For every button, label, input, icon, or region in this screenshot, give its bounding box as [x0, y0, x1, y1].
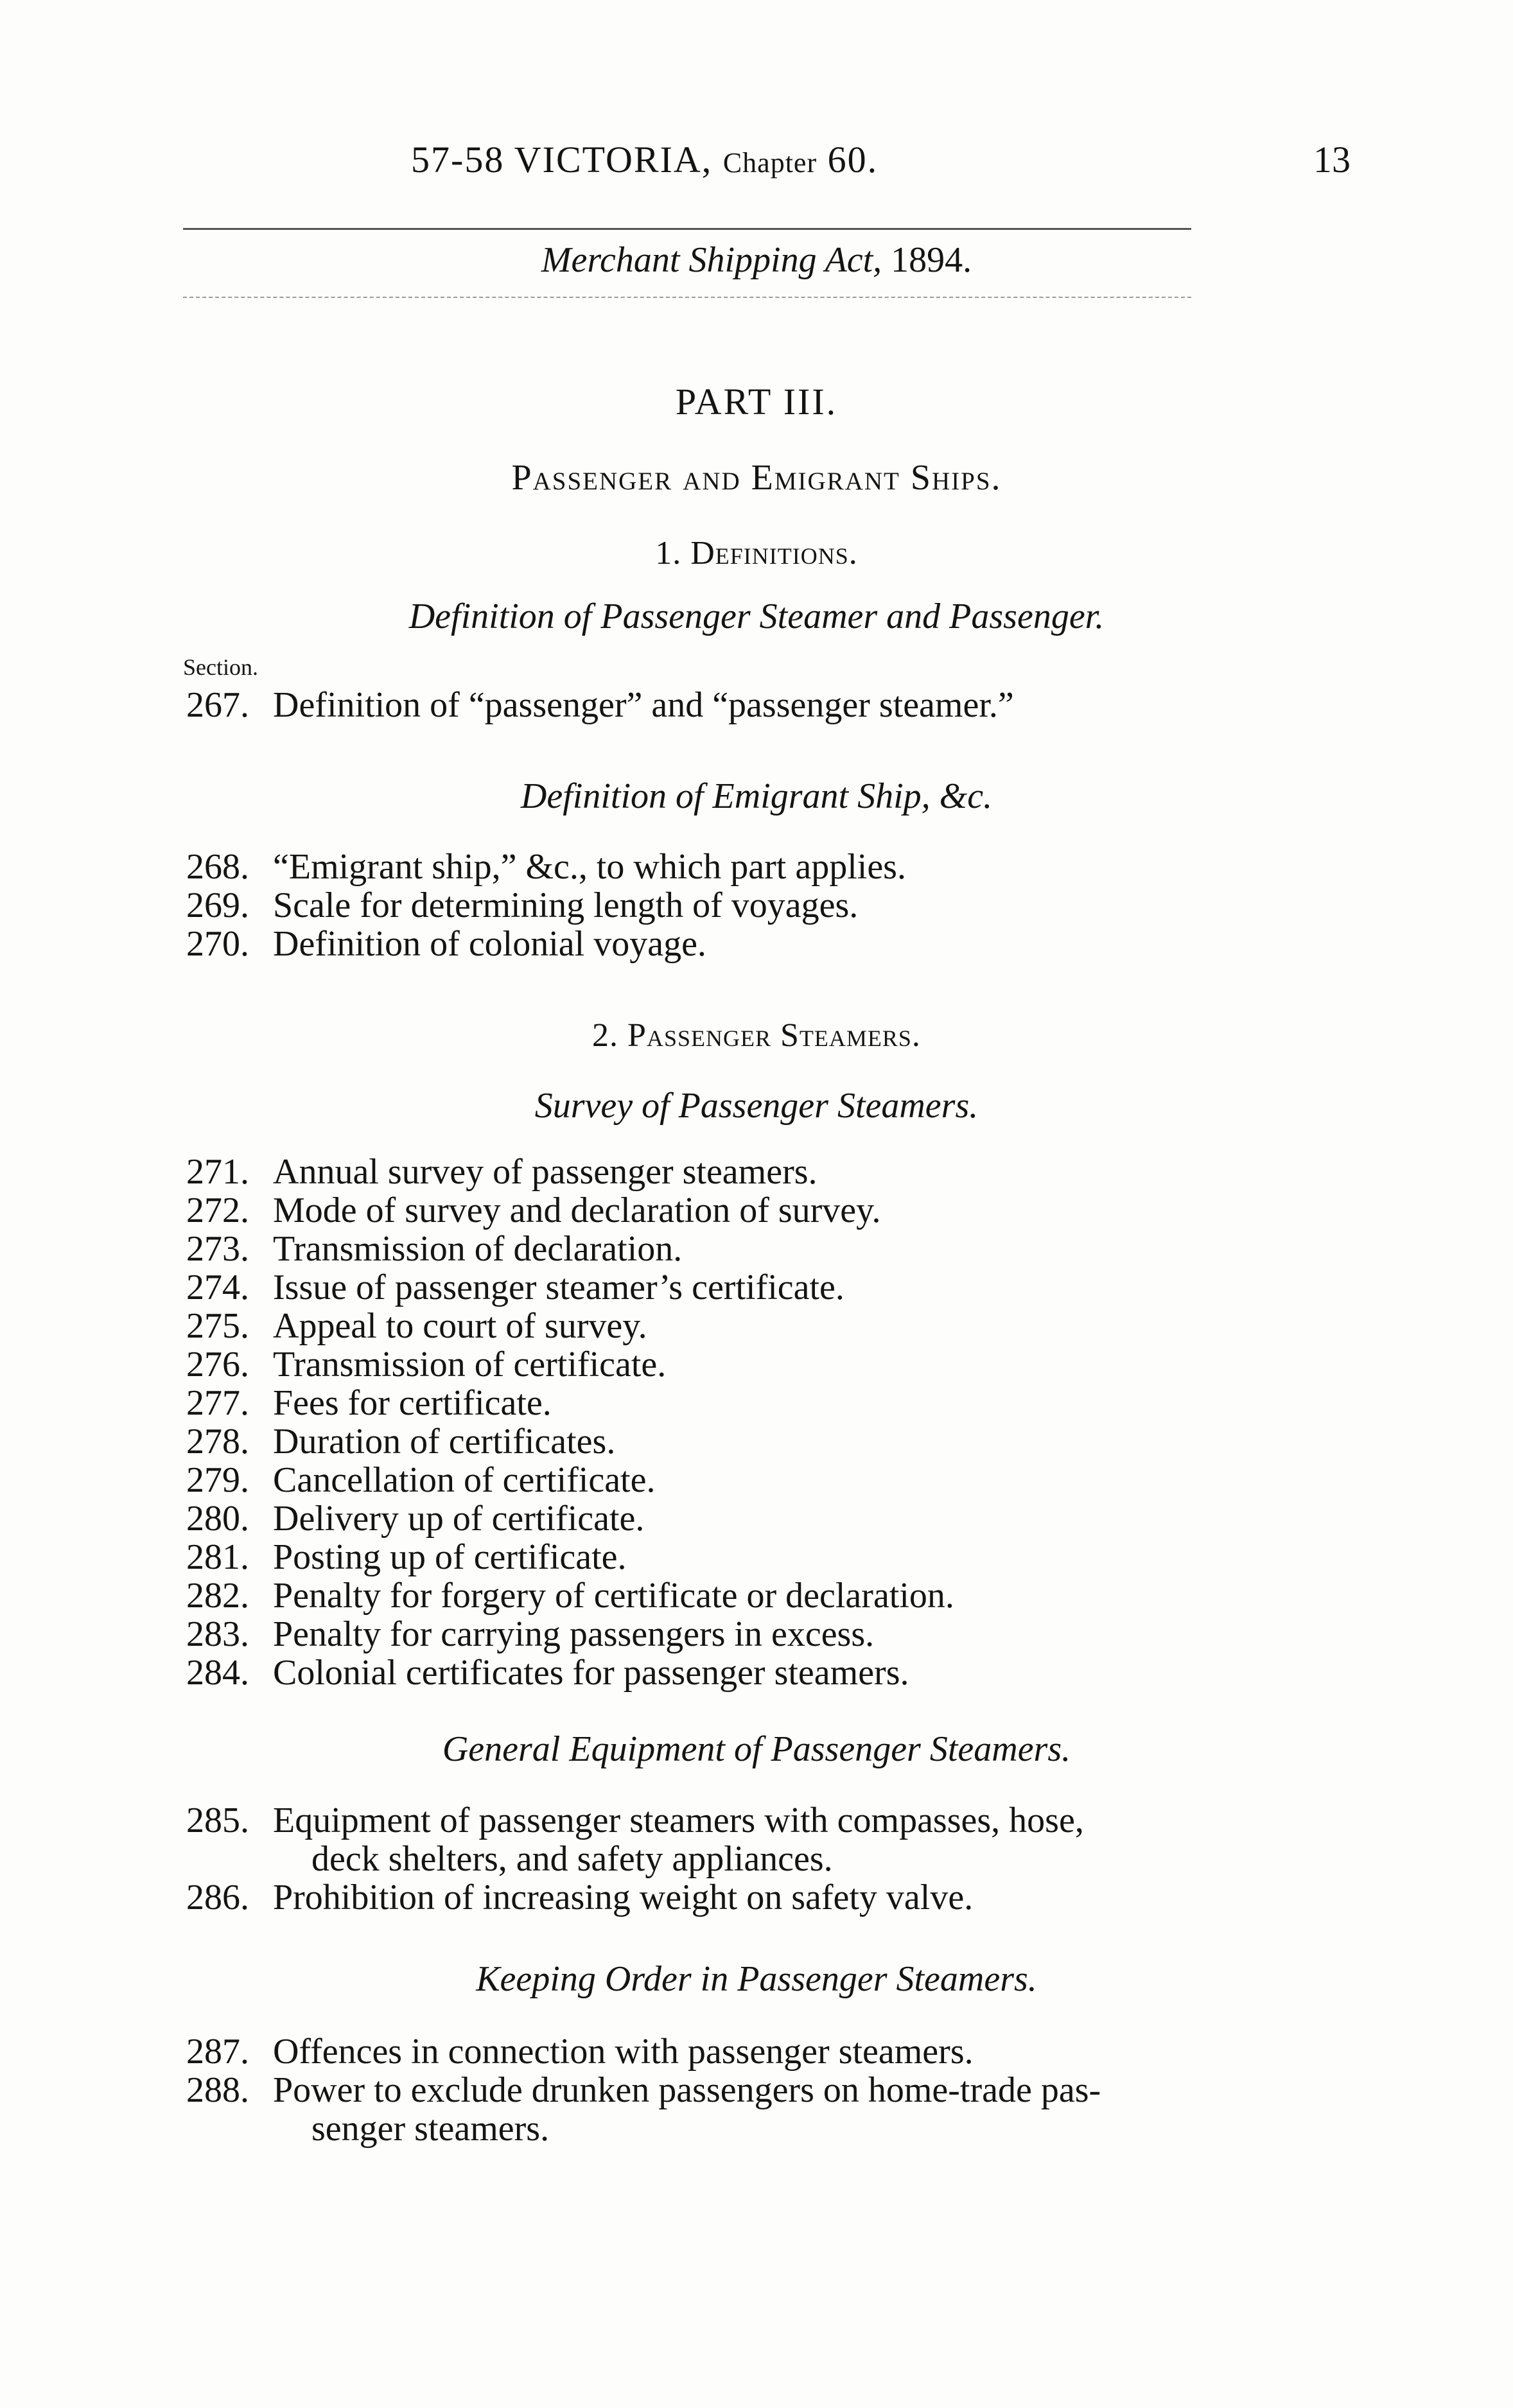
- entry-number: 277.: [186, 1383, 249, 1423]
- toc-entry-270[interactable]: [186, 925, 1291, 963]
- toc-entry-284[interactable]: [186, 1653, 1291, 1692]
- toc-entry-287[interactable]: [186, 2032, 1291, 2071]
- entry-text: Definition of colonial voyage.: [273, 924, 706, 964]
- running-title-chapter: Chapter: [722, 147, 818, 179]
- entry-text: Power to exclude drunken passengers on home-trade pas-: [273, 2070, 1101, 2110]
- entry-number: 283.: [186, 1614, 249, 1654]
- toc-entry-283[interactable]: [186, 1615, 1291, 1653]
- entry-number: 276.: [186, 1345, 249, 1384]
- section-label: Section.: [183, 654, 258, 680]
- act-title-text: Merchant Shipping Act,: [541, 240, 882, 280]
- heading-definition-passenger-steamer: Definition of Passenger Steamer and Passenger.: [408, 597, 1105, 636]
- entry-number: 267.: [186, 685, 249, 725]
- entry-number: 288.: [186, 2070, 249, 2110]
- entry-text: Cancellation of certificate.: [273, 1460, 656, 1500]
- entry-text: Mode of survey and declaration of survey.: [273, 1191, 881, 1230]
- running-head: [0, 138, 1513, 183]
- act-title: [0, 240, 1513, 281]
- toc-entry-272[interactable]: [186, 1191, 1291, 1230]
- entry-text: Appeal to court of survey.: [273, 1306, 647, 1346]
- toc-entry-273[interactable]: [186, 1230, 1291, 1268]
- entry-number: 284.: [186, 1653, 249, 1693]
- entry-number: 269.: [186, 886, 249, 925]
- heading-survey-passenger-steamers: Survey of Passenger Steamers.: [534, 1086, 979, 1126]
- running-title: [411, 138, 878, 181]
- entry-number: 285.: [186, 1801, 249, 1840]
- entry-text: Duration of certificates.: [273, 1422, 616, 1461]
- entry-text: Penalty for carrying passengers in excess.: [273, 1614, 875, 1654]
- running-title-number: 60.: [827, 139, 879, 180]
- entry-number: 287.: [186, 2032, 249, 2072]
- heading-definition-emigrant-ship: Definition of Emigrant Ship, &c.: [520, 776, 993, 816]
- entry-text: Transmission of certificate.: [273, 1345, 667, 1384]
- entry-text: Delivery up of certificate.: [273, 1499, 645, 1539]
- toc-entry-278[interactable]: [186, 1422, 1291, 1461]
- entry-text-block: [273, 2071, 1288, 2148]
- entry-text: Transmission of declaration.: [273, 1229, 683, 1269]
- entry-text: Definition of “passenger” and “passenger steamer.”: [273, 685, 1014, 725]
- entry-text: Fees for certificate.: [273, 1383, 552, 1423]
- toc-entry-267[interactable]: [186, 686, 1291, 724]
- entry-number: 275.: [186, 1306, 249, 1346]
- toc-entry-275[interactable]: [186, 1307, 1291, 1345]
- entry-text: Prohibition of increasing weight on safety valve.: [273, 1878, 974, 1917]
- act-year: 1894.: [891, 240, 972, 280]
- toc-entry-271[interactable]: [186, 1153, 1291, 1191]
- toc-entry-280[interactable]: [186, 1499, 1291, 1538]
- entry-number: 286.: [186, 1878, 249, 1917]
- entry-text-continued: senger steamers.: [311, 2109, 550, 2149]
- toc-entry-268[interactable]: [186, 848, 1291, 886]
- entry-text: Issue of passenger steamer’s certificate.: [273, 1268, 844, 1307]
- toc-entry-269[interactable]: [186, 886, 1291, 925]
- entry-number: 270.: [186, 924, 249, 964]
- toc-entry-276[interactable]: [186, 1345, 1291, 1384]
- entry-number: 268.: [186, 847, 249, 887]
- entry-text: “Emigrant ship,” &c., to which part applies.: [273, 847, 906, 887]
- heading-general-equipment: General Equipment of Passenger Steamers.: [442, 1729, 1071, 1769]
- entry-text: Offences in connection with passenger steamers.: [273, 2032, 974, 2072]
- toc-entry-282[interactable]: [186, 1576, 1291, 1615]
- entry-text-block: [273, 1801, 1288, 1878]
- entry-number: 274.: [186, 1268, 249, 1307]
- toc-entry-279[interactable]: [186, 1461, 1291, 1499]
- toc-entry-281[interactable]: [186, 1538, 1291, 1576]
- entry-number: 273.: [186, 1229, 249, 1269]
- entry-text-continued: deck shelters, and safety appliances.: [311, 1839, 833, 1879]
- group-title-passenger-steamers: 2. Passenger Steamers.: [592, 1017, 921, 1054]
- running-title-prefix: 57-58 VICTORIA,: [411, 139, 713, 180]
- toc-entry-277[interactable]: [186, 1384, 1291, 1422]
- entry-number: 279.: [186, 1460, 249, 1500]
- toc-entry-285[interactable]: [186, 1801, 1291, 1878]
- toc-entry-274[interactable]: [186, 1268, 1291, 1307]
- entry-text: Scale for determining length of voyages.: [273, 886, 859, 925]
- entry-text: Colonial certificates for passenger steamers.: [273, 1653, 909, 1693]
- entry-number: 280.: [186, 1499, 249, 1539]
- toc-entry-286[interactable]: [186, 1878, 1291, 1917]
- entry-text: Annual survey of passenger steamers.: [273, 1152, 818, 1192]
- entry-number: 278.: [186, 1422, 249, 1461]
- entry-number: 282.: [186, 1576, 249, 1616]
- part-subtitle: Passenger and Emigrant Ships.: [511, 458, 1002, 498]
- entry-text: Penalty for forgery of certificate or declaration.: [273, 1576, 954, 1616]
- toc-entry-288[interactable]: [186, 2071, 1291, 2148]
- header-rule-top: [183, 228, 1191, 230]
- heading-keeping-order: Keeping Order in Passenger Steamers.: [476, 1959, 1037, 1999]
- entry-text: Posting up of certificate.: [273, 1537, 627, 1577]
- page-number: 13: [1313, 139, 1351, 180]
- group-title-definitions: 1. Definitions.: [655, 535, 858, 571]
- header-rule-bottom: [183, 297, 1191, 298]
- entry-text: Equipment of passenger steamers with compasses, hose,: [273, 1801, 1084, 1840]
- entry-number: 272.: [186, 1191, 249, 1230]
- entry-number: 271.: [186, 1152, 249, 1192]
- part-title: PART III.: [675, 381, 838, 423]
- entry-number: 281.: [186, 1537, 249, 1577]
